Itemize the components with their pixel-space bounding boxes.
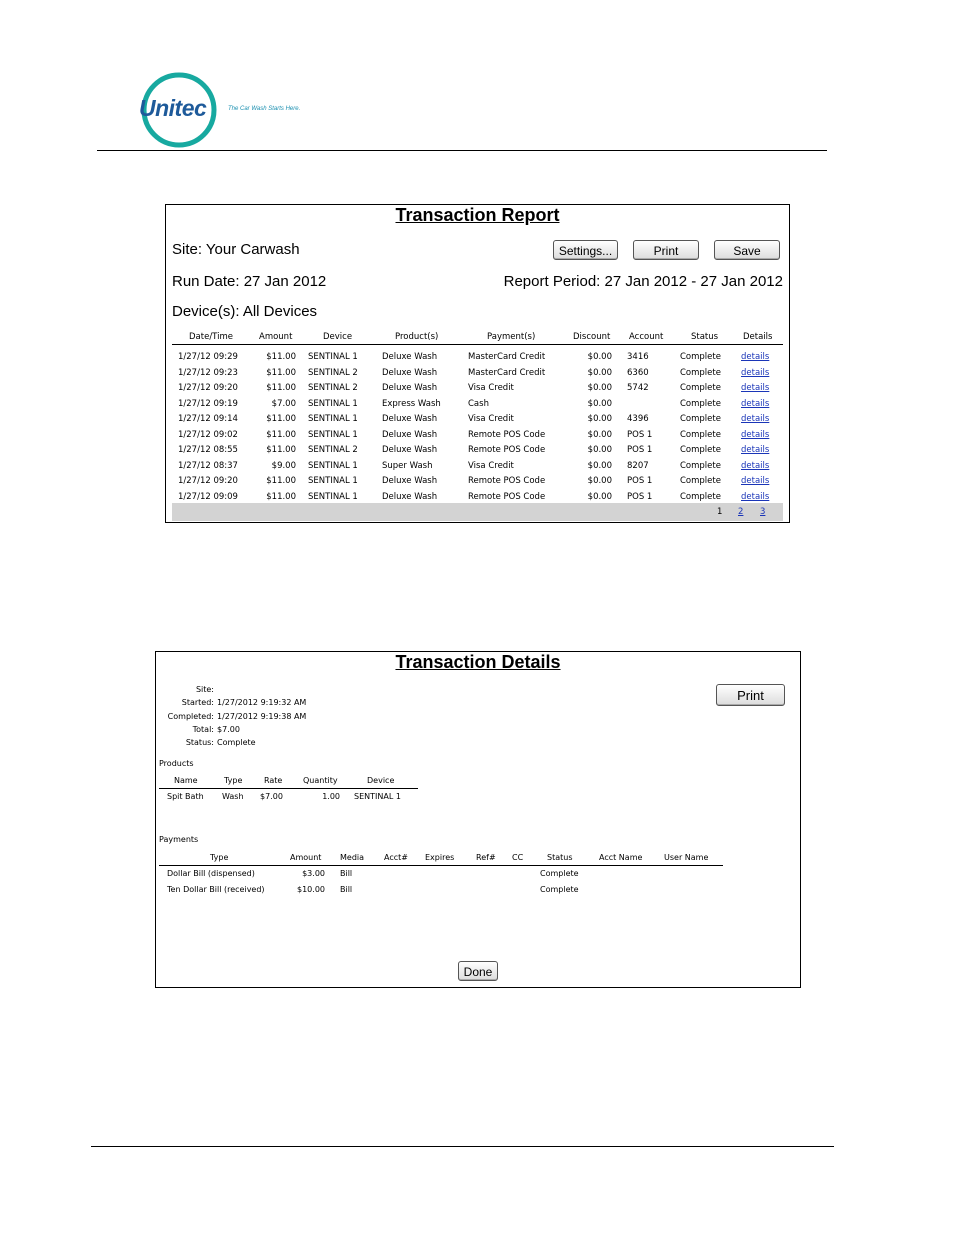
field-label-started-: Started: [181,698,214,708]
cell-date-time: 1/27/12 09:29 [178,352,238,362]
payment-cell-amount: $10.00 [297,885,325,894]
cell-date-time: 1/27/12 08:55 [178,445,238,455]
field-label-site-: Site: [195,685,214,694]
report-row [166,414,789,428]
cell-account: 6360 [627,367,649,378]
cell-discount: $0.00 [587,460,612,471]
product-cell-rate: $7.00 [260,792,283,801]
cell-payment-s-: Visa Credit [468,414,514,424]
cell-device: SENTINAL 1 [308,414,358,424]
cell-amount: $11.00 [266,491,296,502]
cell-product-s-: Deluxe Wash [382,491,438,502]
product-cell-device: SENTINAL 1 [354,792,401,801]
cell-date-time: 1/27/12 09:09 [178,491,238,502]
field-value-status-: Complete [217,738,256,748]
cell-date-time: 1/27/12 08:37 [178,460,238,471]
col-header-amount: Amount [259,332,293,342]
cell-account: 8207 [627,460,649,471]
cell-payment-s-: Visa Credit [468,383,514,393]
col-header-datetime: Date/Time [189,332,233,342]
logo-wordmark: Unitec [139,95,207,121]
cell-device: SENTINAL 1 [308,491,358,502]
cell-status: Complete [680,398,721,409]
cell-status: Complete [680,429,721,440]
save-button[interactable]: Save [714,240,780,260]
tagline: The Car Wash Starts Here. [228,106,301,112]
payment-col-acct: Acct# [384,853,408,862]
payment-cell-status: Complete [540,869,579,878]
cell-payment-s-: Remote POS Code [468,476,546,486]
col-header-payments: Payment(s) [487,332,536,342]
report-row [166,383,789,397]
payment-row [156,869,800,881]
cell-payment-s-: Remote POS Code [468,429,546,440]
payments-table [156,851,800,901]
cell-amount: $11.00 [266,352,296,362]
cell-amount: $11.00 [266,476,296,486]
details-link[interactable]: details [741,367,770,378]
payment-col-user-name: User Name [664,853,709,862]
cell-product-s-: Deluxe Wash [382,476,438,486]
col-header-status: Status [691,332,719,342]
page-3-link[interactable]: 3 [760,507,766,517]
product-col-type: Type [224,776,243,785]
cell-discount: $0.00 [587,398,612,409]
transaction-report-panel [165,204,790,523]
field-value-completed-: 1/27/2012 9:19:38 AM [217,711,307,721]
cell-status: Complete [680,352,721,362]
payment-cell-status: Complete [540,885,579,894]
field-value-total-: $7.00 [217,724,240,734]
cell-payment-s-: Remote POS Code [468,445,546,455]
cell-account: POS 1 [627,491,653,502]
details-link[interactable]: details [741,445,770,455]
header-underline [172,344,783,345]
payment-cell-media: Bill [340,869,353,878]
cell-device: SENTINAL 1 [308,429,358,440]
pagination-bar [172,503,783,521]
product-col-quantity: Quantity [303,776,338,785]
cell-amount: $11.00 [266,367,296,378]
payment-col-expires: Expires [425,853,455,862]
cell-amount: $9.00 [271,460,296,471]
payment-col-amount: Amount [290,853,322,862]
page-2-link[interactable]: 2 [738,507,744,517]
payment-cell-type: Dollar Bill (dispensed) [167,869,255,878]
cell-product-s-: Deluxe Wash [382,383,438,393]
payments-heading: Payments [159,835,199,844]
cell-status: Complete [680,383,721,393]
cell-discount: $0.00 [587,352,612,362]
payment-cell-type: Ten Dollar Bill (received) [167,885,265,894]
products-header-underline [159,788,418,789]
report-row [166,368,789,382]
transaction-details-panel [155,651,801,988]
field-value-started-: 1/27/2012 9:19:32 AM [217,698,307,708]
cell-date-time: 1/27/12 09:14 [178,414,238,424]
cell-payment-s-: MasterCard Credit [468,352,546,362]
cell-product-s-: Deluxe Wash [382,429,438,440]
report-period-label: Report Period: 27 Jan 2012 - 27 Jan 2012 [503,273,783,290]
details-link[interactable]: details [741,429,770,440]
site-label: Site: Your Carwash [172,241,300,258]
cell-status: Complete [680,445,721,455]
cell-date-time: 1/27/12 09:02 [178,429,238,440]
cell-payment-s-: Cash [468,398,489,409]
done-button[interactable]: Done [458,961,498,981]
cell-discount: $0.00 [587,445,612,455]
details-link[interactable]: details [741,476,770,486]
cell-date-time: 1/27/12 09:20 [178,383,238,393]
cell-status: Complete [680,414,721,424]
cell-product-s-: Deluxe Wash [382,352,438,362]
product-cell-name: Spit Bath [167,792,204,801]
payment-col-media: Media [340,853,365,862]
cell-payment-s-: Visa Credit [468,460,514,471]
cell-discount: $0.00 [587,491,612,502]
header-rule [97,150,827,151]
report-title: Transaction Report [395,205,560,225]
cell-date-time: 1/27/12 09:19 [178,398,238,409]
cell-device: SENTINAL 2 [308,445,358,455]
col-header-discount: Discount [573,332,611,342]
cell-account: 3416 [627,352,649,362]
report-row [166,352,789,366]
cell-amount: $7.00 [271,398,296,409]
cell-payment-s-: MasterCard Credit [468,367,546,378]
col-header-account: Account [629,332,664,342]
cell-discount: $0.00 [587,429,612,440]
page-1: 1 [717,507,723,517]
col-header-products: Product(s) [395,332,439,342]
details-link[interactable]: details [741,398,770,409]
payments-header-underline [159,865,723,866]
field-label-status-: Status: [185,738,214,748]
payment-cell-media: Bill [340,885,353,894]
details-link[interactable]: details [741,414,770,424]
field-label-completed-: Completed: [167,711,214,721]
cell-account: POS 1 [627,476,653,486]
cell-account: POS 1 [627,429,653,440]
cell-device: SENTINAL 1 [308,460,358,471]
details-link[interactable]: details [741,491,770,502]
product-cell-quantity: 1.00 [322,792,340,801]
cell-amount: $11.00 [266,445,296,455]
report-table [166,332,789,502]
payment-col-type: Type [210,853,229,862]
cell-account: POS 1 [627,445,653,455]
report-row [166,430,789,444]
cell-status: Complete [680,367,721,378]
cell-product-s-: Deluxe Wash [382,445,438,455]
cell-discount: $0.00 [587,414,612,424]
payment-col-cc: CC [512,853,524,862]
product-col-device: Device [367,776,395,785]
cell-discount: $0.00 [587,476,612,486]
col-header-device: Device [323,332,353,342]
payment-col-acct-name: Acct Name [599,853,643,862]
cell-status: Complete [680,491,721,502]
devices-label: Device(s): All Devices [172,303,318,320]
details-link[interactable]: details [741,352,770,362]
payment-col-ref: Ref# [476,853,496,862]
details-link[interactable]: details [741,383,770,393]
cell-amount: $11.00 [266,414,296,424]
details-print-button[interactable]: Print [716,684,785,706]
product-col-name: Name [174,776,198,785]
details-title: Transaction Details [395,652,561,672]
settings-button[interactable]: Settings... [553,240,618,260]
payment-col-status: Status [547,853,573,862]
report-row [166,445,789,459]
cell-account: 5742 [627,383,649,393]
cell-date-time: 1/27/12 09:20 [178,476,238,486]
cell-date-time: 1/27/12 09:23 [178,367,238,378]
cell-account: 4396 [627,414,649,424]
cell-payment-s-: Remote POS Code [468,491,546,502]
product-row [156,792,426,804]
details-link[interactable]: details [741,460,770,471]
cell-product-s-: Deluxe Wash [382,414,438,424]
cell-device: SENTINAL 1 [308,476,358,486]
report-row [166,476,789,490]
cell-discount: $0.00 [587,367,612,378]
report-row [166,461,789,475]
cell-amount: $11.00 [266,429,296,440]
products-heading: Products [159,759,194,768]
cell-product-s-: Deluxe Wash [382,367,438,378]
cell-status: Complete [680,476,721,486]
cell-device: SENTINAL 2 [308,383,358,393]
cell-device: SENTINAL 1 [308,352,358,362]
col-header-details: Details [743,332,773,342]
cell-discount: $0.00 [587,383,612,393]
print-button[interactable]: Print [633,240,699,260]
run-date-label: Run Date: 27 Jan 2012 [172,273,327,290]
cell-amount: $11.00 [266,383,296,393]
payment-row [156,885,800,897]
product-cell-type: Wash [222,792,244,801]
cell-device: SENTINAL 1 [308,398,358,409]
cell-product-s-: Super Wash [382,460,433,471]
field-label-total-: Total: [192,724,214,734]
payment-cell-amount: $3.00 [302,869,325,878]
cell-device: SENTINAL 2 [308,367,358,378]
product-col-rate: Rate [264,776,283,785]
products-table [156,774,426,814]
cell-status: Complete [680,460,721,471]
footer-rule [91,1146,834,1147]
report-row [166,399,789,413]
cell-product-s-: Express Wash [382,398,441,409]
